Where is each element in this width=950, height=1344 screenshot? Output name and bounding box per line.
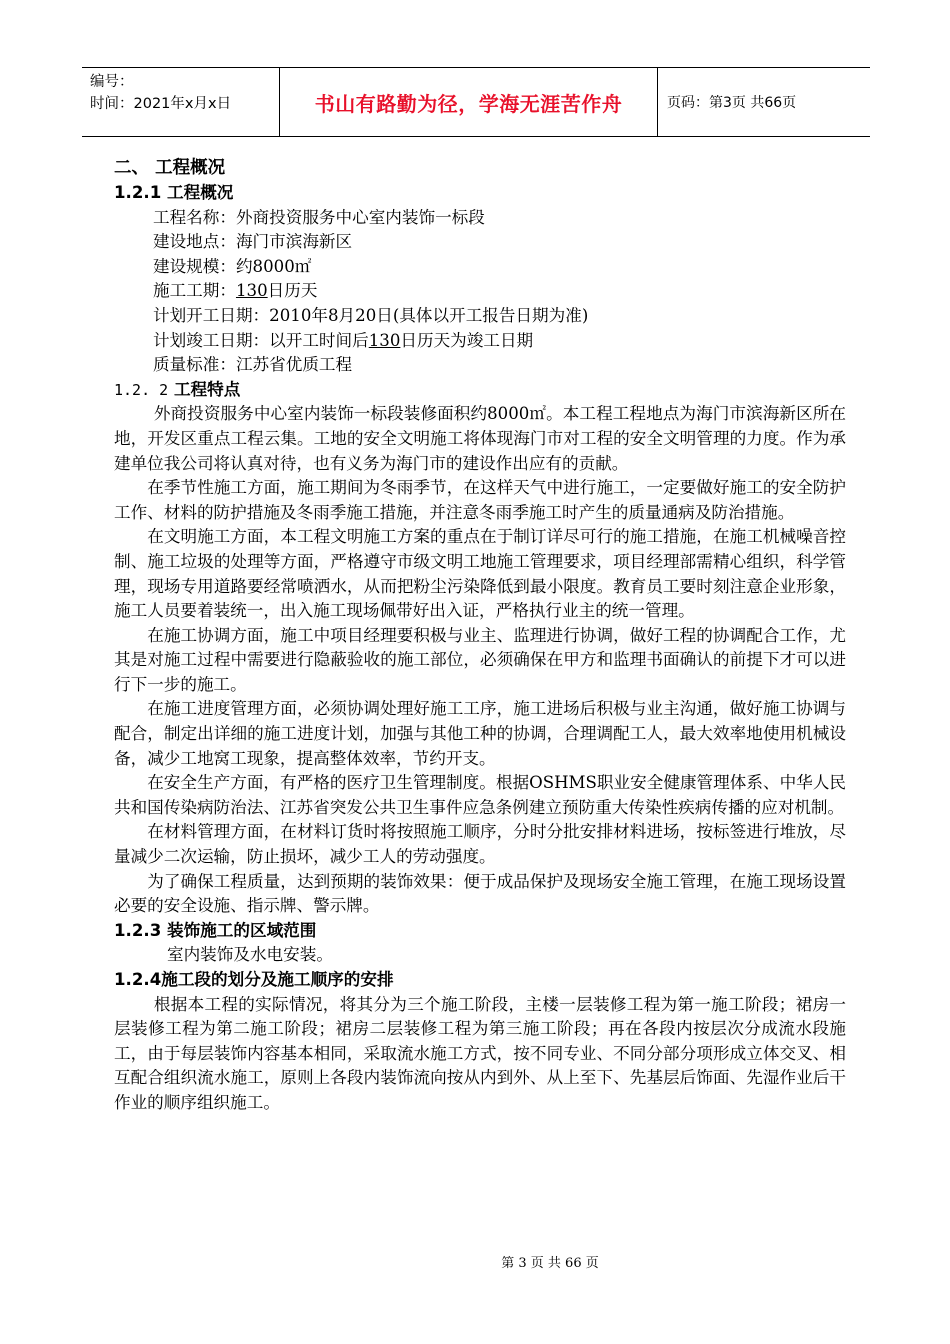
section-title: 二、 工程概况 [114,158,226,178]
subsection-heading [114,919,846,944]
end-days: 130 [368,330,401,350]
heading-text: 工程特点 [173,379,241,399]
header-page-info: 页码：第3页 共66页 [667,95,797,111]
header-meta [90,71,231,115]
project-name: 工程名称：外商投资服务中心室内装饰一标段 [153,207,485,227]
date-label: 时间：2021年x月x日 [90,96,232,112]
planned-start-date: 计划开工日期：2010年8月20日(具体以开工报告日期为准) [153,305,589,325]
header-motto: 书山有路勤为径，学海无涯苦作舟 [314,91,623,116]
heading-number: 1.2.4 [114,970,162,989]
paragraph: 在材料管理方面，在材料订货时将按照施工顺序，分时分批安排材料进场，按标签进行堆放，尽量减少二次运输，防止损坏，减少工人的劳动强度。 [114,822,846,867]
subsection-heading: 1.2.1 工程概况 [114,183,234,202]
end-date-label: 计划竣工日期：以开工时间后 [153,330,369,350]
heading-text: 施工段的划分及施工顺序的安排 [161,970,394,989]
end-date-suffix: 日历天为竣工日期 [400,330,534,350]
project-location: 建设地点：海门市滨海新区 [153,232,353,252]
paragraph: 在施工进度管理方面，必须协调处理好施工工序，施工进场后积极与业主沟通，做好施工协调与配合，制定出详细的施工进度计划，加强与其他工种的协调，合理调配工人，最大效率地使用机械设备，减少工地窝工现象，提高整体效率，节约开支。 [114,699,846,768]
paragraph: 在安全生产方面，有严格的医疗卫生管理制度。根据OSHMS职业安全健康管理体系、中华人民共和国传染病防治法、江苏省突发公共卫生事件应急条例建立预防重大传染性疾病传播的应对机制。 [114,773,846,817]
header-divider [657,68,658,136]
paragraph: 为了确保工程质量，达到预期的装饰效果：便于成品保护及现场安全施工管理，在施工现场设置必要的安全设施、指示牌、警示牌。 [114,871,846,916]
paragraph: 在施工协调方面，施工中项目经理要积极与业主、监理进行协调，做好工程的协调配合工作，尤其是对施工过程中需要进行隐蔽验收的施工部位，必须确保在甲方和监理书面确认的前提下才可以进行下一步的施工。 [114,625,846,694]
subsection-heading [114,968,846,993]
heading-number: 1.2. 2 [114,380,169,399]
page-footer: 第 3 页 共 66 页 [501,1256,599,1271]
paragraph: 外商投资服务中心室内装饰一标段装修面积约8000㎡。本工程工程地点为海门市滨海新区所在地，开发区重点工程云集。工地的安全文明施工将体现海门市对工程的安全文明管理的力度。作为承建单位我公司将认真对待，也有义务为海门市的建设作出应有的贡献。 [114,404,846,473]
subsection-heading [114,378,846,403]
planned-end-date [114,329,846,354]
paragraph: 室内装饰及水电安装。 [167,945,333,965]
duration-label: 施工工期： [153,281,236,301]
paragraph: 在季节性施工方面，施工期间为冬雨季节，在这样天气中进行施工，一定要做好施工的安全防护工作、材料的防护措施及冬雨季施工措施，并注意冬雨季施工时产生的质量通病及防治措施。 [114,478,846,522]
quality-standard: 质量标准：江苏省优质工程 [153,355,353,375]
project-duration [114,279,846,304]
page-header [82,67,870,137]
heading-number: 1.2.3 [114,920,162,940]
duration-unit: 日历天 [267,281,318,301]
paragraph: 在文明施工方面，本工程文明施工方案的重点在于制订详尽可行的施工措施，在施工机械噪音控制、施工垃圾的处理等方面，严格遵守市级文明工地施工管理要求，项目经理部需精心组织，科学管理，现场专用道路要经常喷洒水，从而把粉尘污染降低到最小限度。教育员工要时刻注意企业形象，施工人员要着装统一，出入施工现场佩带好出入证，严格执行业主的统一管理。 [114,527,846,621]
project-scale: 建设规模：约8000㎡ [153,256,312,276]
document-body [114,156,846,1116]
paragraph: 根据本工程的实际情况，将其分为三个施工阶段，主楼一层装修工程为第一施工阶段；裙房一层装修工程为第二施工阶段；裙房二层装修工程为第三施工阶段；再在各段内按层次分成流水段施工，由于每层装饰内容基本相同，采取流水施工方式，按不同专业、不同分部分项形成立体交叉、相互配合组织流水施工，原则上各段内装饰流向按从内到外、从上至下、先基层后饰面、先湿作业后干作业的顺序组织施工。 [114,994,846,1112]
serial-number-label: 编号： [90,74,134,90]
duration-days: 130 [235,281,268,301]
heading-text: 装饰施工的区域范围 [167,920,317,940]
